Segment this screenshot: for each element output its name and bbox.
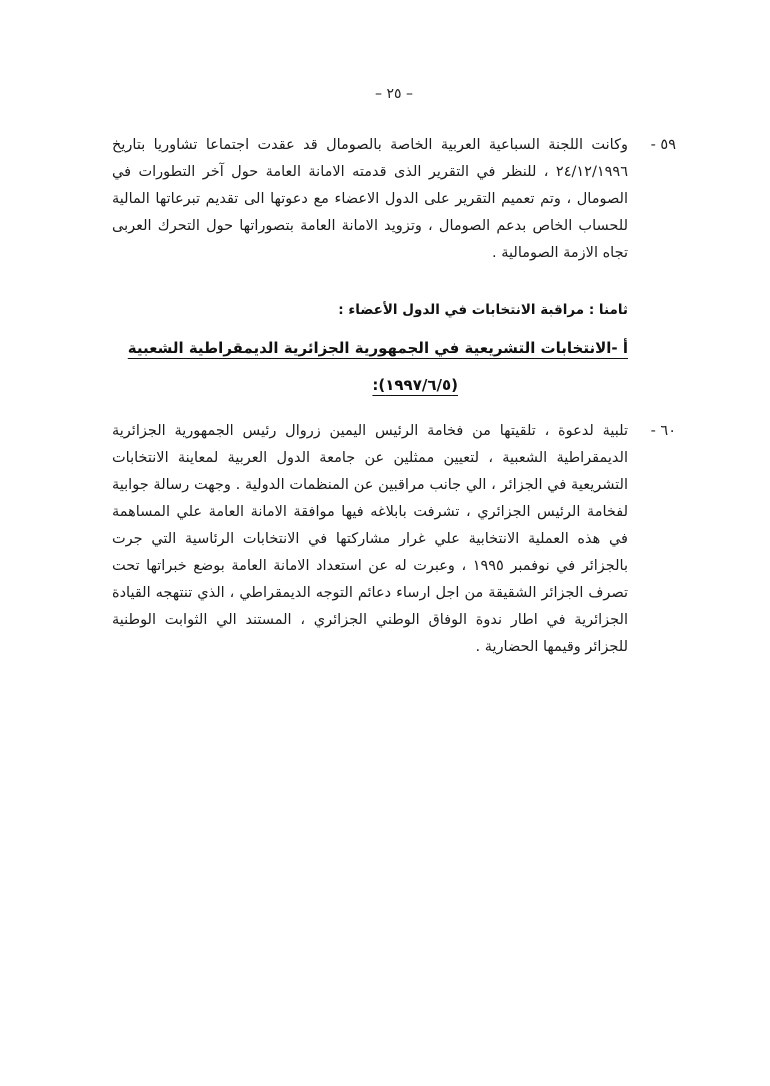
paragraph-59-text: وكانت اللجنة السباعية العربية الخاصة بالصومال قد عقدت اجتماعا تشاوريا بتاريخ ٢٤/١٢/١٩٩٦ ، للنظر في التقرير الذى قدمته الامانة العامة حول آخر التطورات في الصومال ، وتم تعميم التقرير على الدول الاعضاء مع دعوتها الى تقديم تبرعاتها المالية للحساب الخاص بدعم الصومال ، وتزويد الامانة العامة بتصوراتها حول التحرك العربى تجاه الازمة الصومالية . [112,137,628,261]
paragraph-59 [112,132,676,267]
paragraph-60-number: ٦٠ - [650,423,676,439]
date-row [112,375,458,394]
election-date: (١٩٩٧/٦/٥): [372,376,458,394]
page-number: – ٢٥ – [375,86,413,102]
section-heading-row [112,299,628,318]
sub-heading-row [112,338,628,357]
sub-heading-algeria-elections: أ -الانتخابات التشريعية في الجمهورية الجزائرية الديمقراطية الشعبية [127,339,628,357]
paragraph-59-number: ٥٩ - [650,137,676,153]
paragraph-60-text: تلبية لدعوة ، تلقيتها من فخامة الرئيس اليمين زروال رئيس الجمهورية الجزائرية الديمقراطية الشعبية ، لتعيين ممثلين عن جامعة الدول العربية لمعاينة الانتخابات التشريعية في الجزائر ، الي جانب مراقبين عن المنظمات الدولية . وجهت رسالة جوابية لفخامة الرئيس الجزائري ، تشرفت بابلاغه فيها موافقة الامانة العامة علي المساهمة في هذه العملية الانتخابية علي غرار مشاركتها في الانتخابات الرئاسية التي جرت بالجزائر في نوفمبر ١٩٩٥ ، وعبرت له عن استعداد الامانة العامة بوضع خبراتها تحت تصرف الجزائر الشقيقة من اجل ارساء دعائم التوجه الديمقراطي ، الذي تنتهجه القيادة الجزائرية في اطار ندوة الوفاق الوطني الجزائري ، المستند الي الثوابت الوطنية للجزائر وقيمها الحضارية . [112,423,628,655]
paragraph-60 [112,418,676,661]
section-heading-eighth: ثامنا : مراقبة الانتخابات في الدول الأعضاء : [338,302,628,318]
